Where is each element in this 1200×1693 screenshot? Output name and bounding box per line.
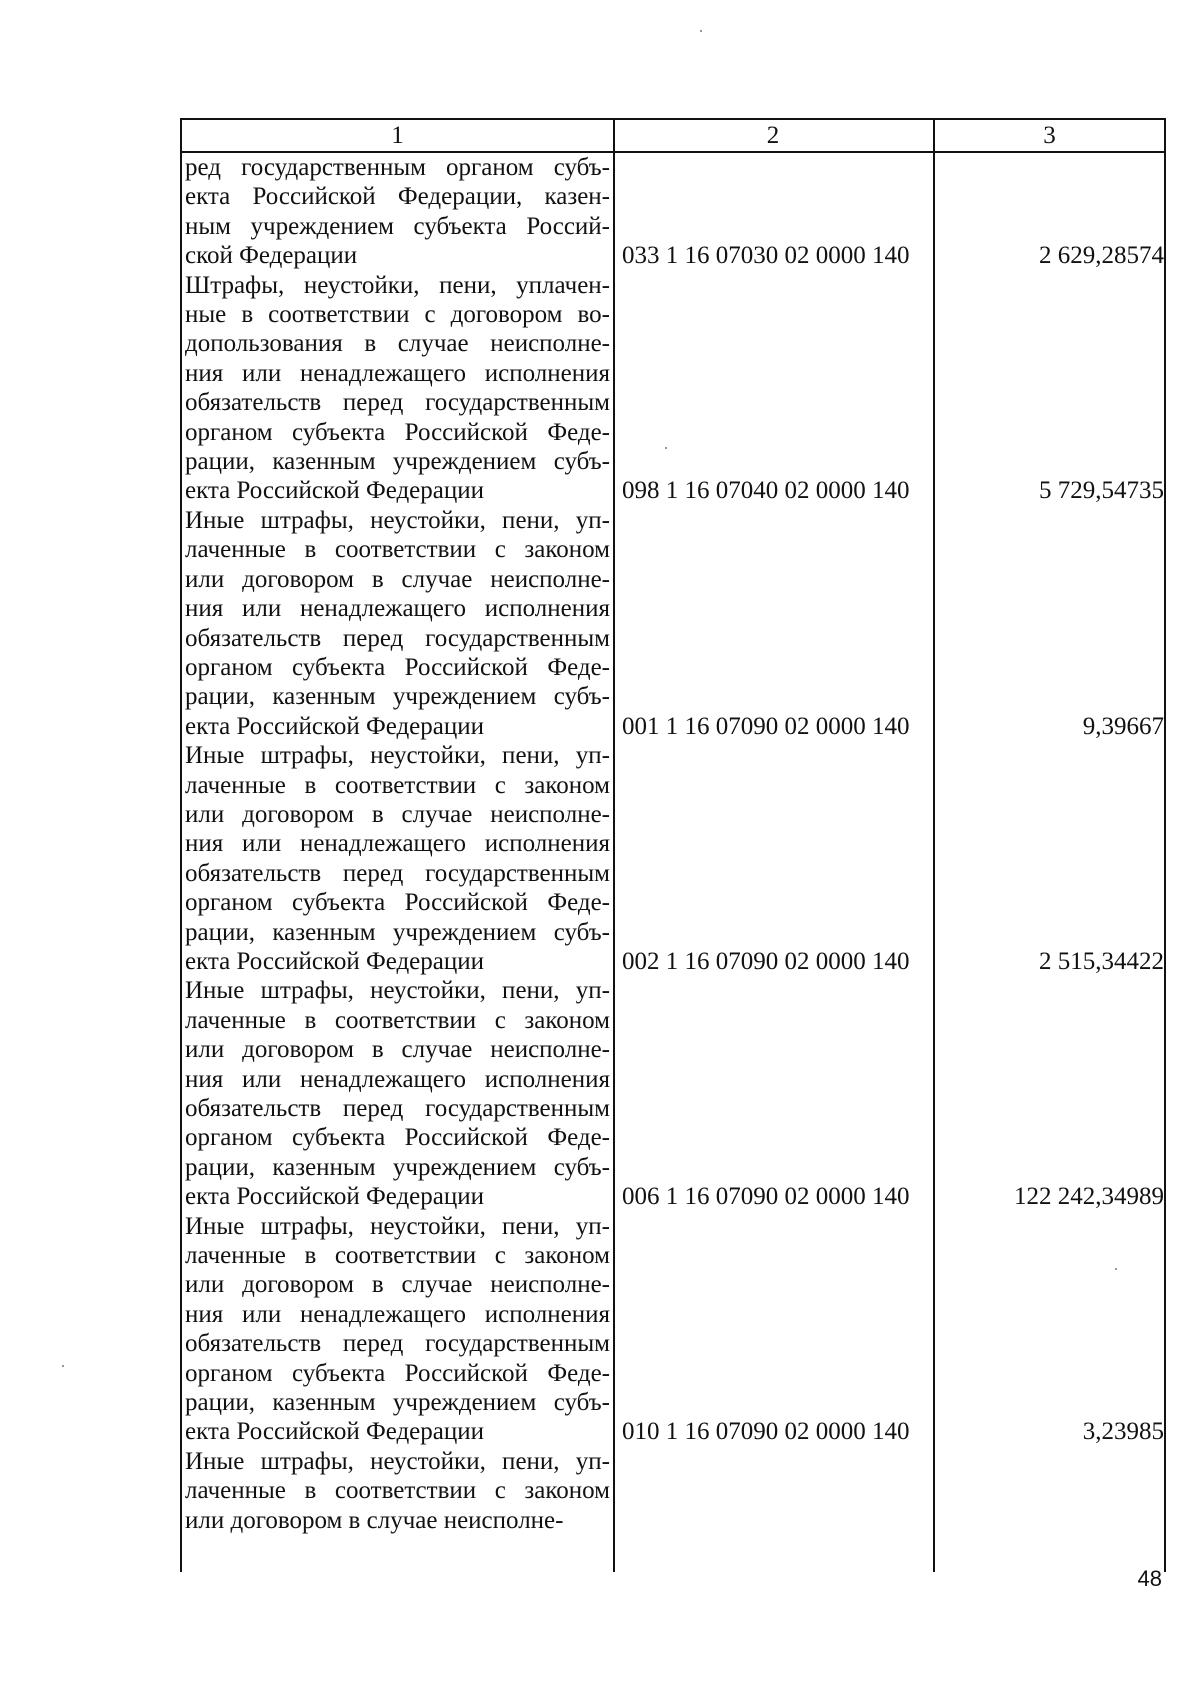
description-line: или договором в случае неисполне- [185, 1271, 610, 1299]
amount-cell: 5 729,54735 [1039, 477, 1164, 505]
description-line: органом субъекта Российской Феде- [185, 1359, 610, 1387]
description-cell [182, 1447, 613, 1535]
description-cell [182, 153, 613, 271]
description-line: или договором в случае неисполне- [185, 800, 610, 828]
description-line: ния или ненадлежащего исполнения [185, 595, 610, 623]
description-cell [182, 741, 613, 976]
description-line: екта Российской Федерации [185, 477, 485, 505]
description-line: органом субъекта Российской Феде- [185, 653, 610, 681]
description-line: ской Федерации [185, 242, 358, 270]
page-number: 48 [1137, 1566, 1162, 1591]
description-line: екта Российской Федерации [185, 1183, 485, 1211]
amount-cell: 2 515,34422 [1039, 947, 1164, 975]
description-line: рации, казенным учреждением субъ- [185, 1389, 610, 1417]
description-line: екта Российской Федерации [185, 1418, 485, 1446]
column-header-2: 2 [766, 122, 780, 149]
description-line: обязательств перед государственным [185, 1095, 610, 1122]
description-line: ные в соответствии с договором во- [185, 301, 610, 329]
table-row [182, 1447, 1164, 1535]
description-line: органом субъекта Российской Феде- [185, 889, 610, 917]
amount-cell: 2 629,28574 [1039, 242, 1164, 270]
description-line: лаченные в соответствии с законом [185, 1006, 610, 1034]
description-cell [182, 1212, 613, 1447]
description-line: рации, казенным учреждением субъ- [185, 683, 610, 711]
description-line: ния или ненадлежащего исполнения [185, 1300, 610, 1328]
scan-speck [700, 30, 702, 32]
amount-cell: 9,39667 [1082, 712, 1164, 740]
description-line: рации, казенным учреждением субъ- [185, 448, 610, 476]
description-cell [182, 506, 613, 741]
description-line: лаченные в соответствии с законом [185, 1242, 610, 1270]
description-line: лаченные в соответствии с законом [185, 1477, 610, 1505]
amount-cell: 122 242,34989 [1014, 1183, 1164, 1211]
description-line: Иные штрафы, неустойки, пени, уп- [185, 977, 610, 1005]
description-line: екта Российской Федерации, казен- [185, 183, 610, 211]
description-line: лаченные в соответствии с законом [185, 536, 610, 564]
description-line: рации, казенным учреждением субъ- [185, 918, 610, 946]
description-line: обязательств перед государственным [185, 859, 610, 887]
budget-code-cell: 010 1 16 07090 02 0000 140 [622, 1418, 910, 1446]
description-line: Иные штрафы, неустойки, пени, уп- [185, 1447, 610, 1475]
description-line: Иные штрафы, неустойки, пени, уп- [185, 742, 610, 770]
description-line: органом субъекта Российской Феде- [185, 1124, 610, 1152]
description-cell [182, 976, 613, 1211]
table-row [182, 153, 1164, 271]
table-row [182, 1212, 1164, 1447]
table-row [182, 741, 1164, 976]
description-line: Иные штрафы, неустойки, пени, уп- [185, 506, 610, 534]
description-line: обязательств перед государственным [185, 624, 610, 652]
amount-cell: 3,23985 [1082, 1418, 1164, 1446]
revenue-table [180, 118, 1166, 1572]
description-line: Штрафы, неустойки, пени, уплачен- [185, 271, 610, 299]
description-line: обязательств перед государственным [185, 1330, 610, 1358]
budget-code-cell: 098 1 16 07040 02 0000 140 [622, 477, 910, 505]
table-row [182, 976, 1164, 1211]
budget-code-cell: 001 1 16 07090 02 0000 140 [622, 712, 910, 740]
description-line: или договором в случае неисполне- [185, 565, 610, 593]
description-line: органом субъекта Российской Феде- [185, 418, 610, 446]
table-row [182, 506, 1164, 741]
column-header-1: 1 [391, 122, 404, 149]
budget-code-cell: 033 1 16 07030 02 0000 140 [622, 242, 910, 270]
description-line: ния или ненадлежащего исполнения [185, 1065, 610, 1093]
description-line: допользования в случае неисполне- [185, 330, 610, 358]
budget-code-cell: 006 1 16 07090 02 0000 140 [622, 1183, 910, 1211]
budget-code-cell: 002 1 16 07090 02 0000 140 [622, 947, 910, 975]
description-line: екта Российской Федерации [185, 712, 485, 740]
description-line: ным учреждением субъекта Россий- [185, 212, 610, 240]
description-line: Иные штрафы, неустойки, пени, уп- [185, 1212, 610, 1240]
description-cell [182, 271, 613, 506]
description-line: ния или ненадлежащего исполнения [185, 830, 610, 858]
description-line: екта Российской Федерации [185, 947, 485, 975]
column-header-3: 3 [1043, 122, 1056, 149]
description-line: обязательств перед государственным [185, 389, 610, 417]
description-line: рации, казенным учреждением субъ- [185, 1153, 610, 1181]
description-line: или договором в случае неисполне- [185, 1506, 564, 1534]
description-line: ния или ненадлежащего исполнения [185, 359, 610, 387]
table-body [182, 153, 1164, 1535]
scan-speck [62, 1365, 64, 1367]
table-header-row [182, 120, 1164, 153]
description-line: ред государственным органом субъ- [185, 154, 610, 181]
table-row [182, 271, 1164, 506]
description-line: или договором в случае неисполне- [185, 1036, 610, 1064]
description-line: лаченные в соответствии с законом [185, 771, 610, 799]
